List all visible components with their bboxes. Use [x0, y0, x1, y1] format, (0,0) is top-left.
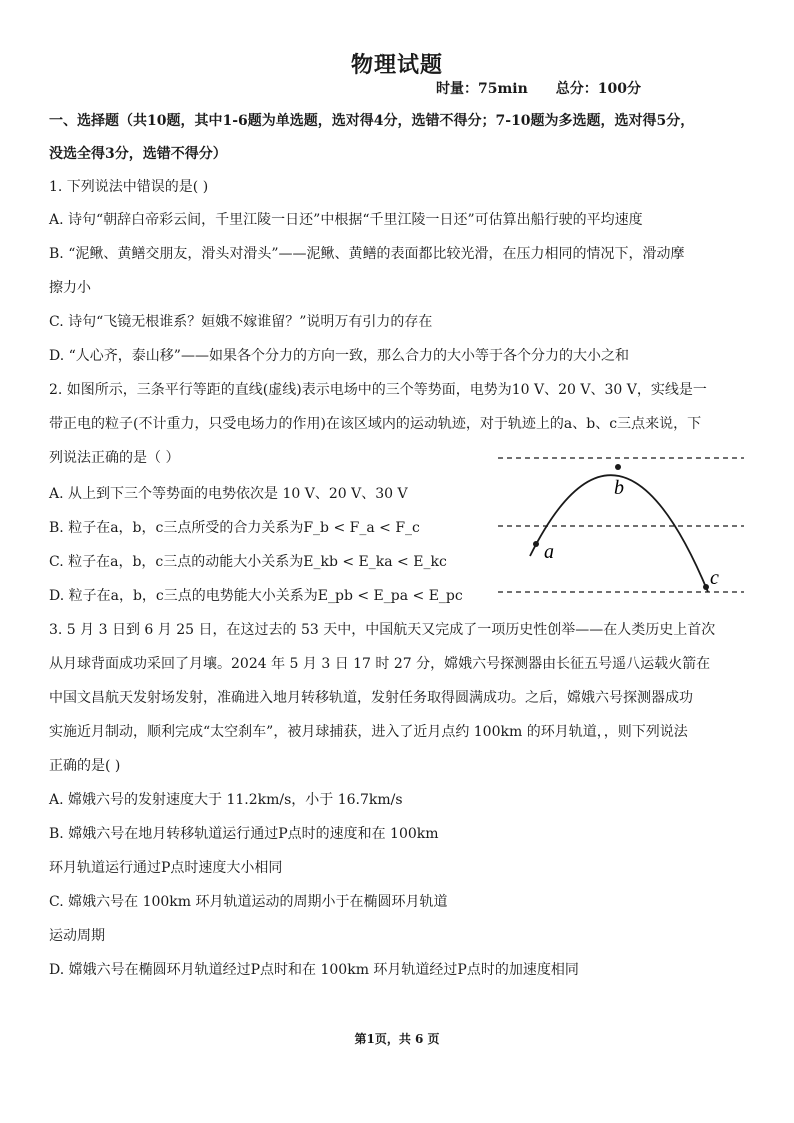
page-title: 物理试题: [350, 52, 443, 78]
page-number: 第1页，共 6 页: [354, 1032, 440, 1046]
q3-stem-line4: 实施近月制动，顺利完成“太空刹车”，被月球捕获，进入了近月点约 100km 的环月轨道，，则下列说法: [49, 724, 688, 740]
q3-option-a: A. 嫦娥六号的发射速度大于 11.2km/s，小于 16.7km/s: [49, 792, 403, 808]
q2-stem-line2: 带正电的粒子(不计重力，只受电场力的作用)在该区域内的运动轨迹，对于轨迹上的a、b、c三点来说，下: [49, 416, 702, 432]
q1-option-b: B. “泥鳅、黄鳝交朋友，滑头对滑头”——泥鳅、黄鳝的表面都比较光滑，在压力相同的情况下，滑动摩: [49, 246, 685, 262]
equipotential-figure: [494, 448, 748, 600]
q3-option-d: D. 嫦娥六号在椭圆环月轨道经过P点时和在 100km 环月轨道经过P点时的加速度相同: [49, 962, 579, 978]
exam-time: 时量：75min: [436, 81, 528, 97]
q3-stem-line3: 中国文昌航天发射场发射，准确进入地月转移轨道，发射任务取得圆满成功。之后，嫦娥六号探测器成功: [49, 690, 693, 706]
q2-stem-line3: 列说法正确的是（ ）: [49, 450, 180, 466]
q2-option-b: B. 粒子在a，b，c三点所受的合力关系为F_b < F_a < F_c: [49, 520, 420, 536]
q1-option-b-cont: 擦力小: [49, 280, 91, 296]
section-heading-line2: 没选全得3分，选错不得分）: [49, 146, 227, 162]
q3-stem-line5: 正确的是( ): [49, 758, 121, 774]
point-a-dot: [533, 541, 539, 547]
q1-option-d: D. “人心齐，泰山移”——如果各个分力的方向一致，那么合力的大小等于各个分力的大小之和: [49, 348, 629, 364]
q2-stem-line1: 2. 如图所示，三条平行等距的直线(虚线)表示电场中的三个等势面，电势为10 V、20 V、30 V，实线是一: [49, 382, 707, 398]
q1-stem: 1. 下列说法中错误的是( ): [49, 179, 209, 195]
q3-stem-line2: 从月球背面成功采回了月壤。2024 年 5 月 3 日 17 时 27 分，嫦娥六号探测器由长征五号遥八运载火箭在: [49, 656, 711, 672]
q2-option-a: A. 从上到下三个等势面的电势依次是 10 V、20 V、30 V: [49, 486, 408, 502]
q2-option-d: D. 粒子在a，b，c三点的电势能大小关系为E_pb < E_pa < E_pc: [49, 588, 463, 604]
q2-option-c: C. 粒子在a，b，c三点的动能大小关系为E_kb < E_ka < E_kc: [49, 554, 447, 570]
q3-option-b: B. 嫦娥六号在地月转移轨道运行通过P点时的速度和在 100km: [49, 826, 439, 842]
q1-option-a: A. 诗句“朝辞白帝彩云间，千里江陵一日还”中根据“千里江陵一日还”可估算出船行驶的平均速度: [49, 212, 643, 228]
section-heading-line1: 一、选择题（共10题，其中1-6题为单选题，选对得4分，选错不得分；7-10题为多选题，选对得5分，: [49, 113, 695, 129]
label-b: b: [614, 477, 624, 499]
point-c-dot: [703, 584, 709, 590]
label-c: c: [710, 567, 719, 589]
q3-option-b-cont: 环月轨道运行通过P点时速度大小相同: [49, 860, 283, 876]
point-b-dot: [615, 464, 621, 470]
exam-meta: [436, 78, 669, 98]
exam-score: 总分：100分: [555, 81, 642, 97]
q3-stem-line1: 3. 5 月 3 日到 6 月 25 日，在这过去的 53 天中，中国航天又完成了一项历史性创举——在人类历史上首次: [49, 622, 716, 638]
q1-option-c: C. 诗句“飞镜无根谁系？姮娥不嫁谁留？”说明万有引力的存在: [49, 314, 433, 330]
q3-option-c: C. 嫦娥六号在 100km 环月轨道运动的周期小于在椭圆环月轨道: [49, 894, 448, 910]
q3-option-c-cont: 运动周期: [49, 928, 105, 944]
label-a: a: [544, 541, 554, 563]
